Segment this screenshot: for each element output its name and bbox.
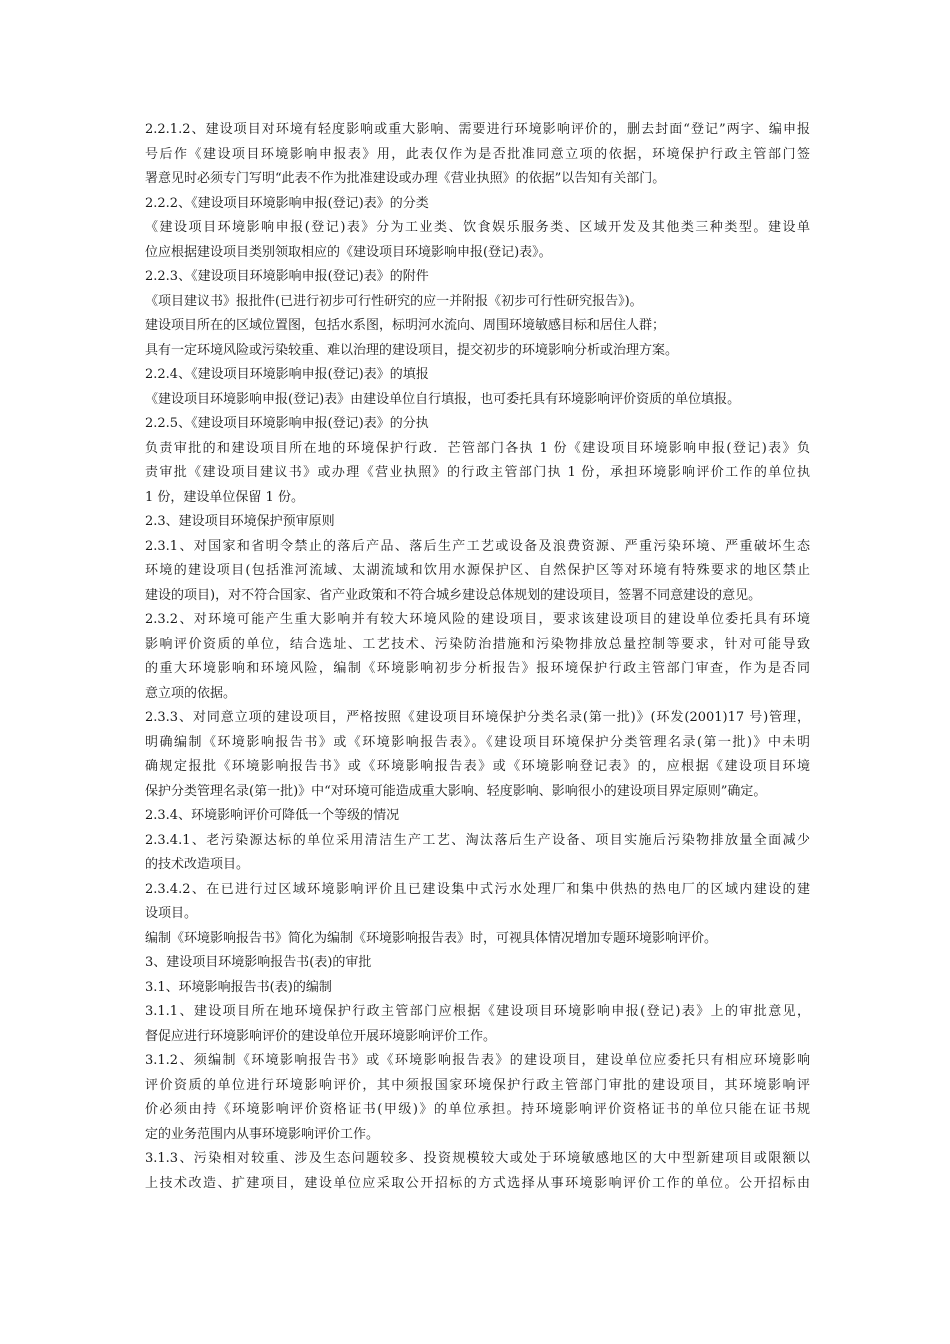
text-line: 责审批《建设项目建议书》或办理《营业执照》的行政主管部门执 1 份，承担环境影响评价工作的单位执 bbox=[145, 465, 810, 480]
text-line: 2.2.5、《建设项目环境影响申报(登记)表》的分执 bbox=[145, 416, 429, 431]
text-line: 3.1.3、污染相对较重、涉及生态问题较多、投资规模较大或处于环境敏感地区的大中型新建项目或限额以 bbox=[145, 1151, 810, 1166]
text-line: 《建设项目环境影响申报(登记)表》由建设单位自行填报，也可委托具有环境影响评价资质的单位填报。 bbox=[145, 391, 741, 407]
text-line: 2.3.4.1、老污染源达标的单位采用清洁生产工艺、淘汰落后生产设备、项目实施后污染物排放量全面减少 bbox=[145, 832, 810, 848]
text-line: 建设项目所在的区域位置图，包括水系图，标明河水流向、周围环境敏感目标和居住人群； bbox=[145, 318, 666, 333]
text-line: 3、建设项目环境影响报告书(表)的审批 bbox=[145, 955, 372, 970]
text-line: 2.2.2、《建设项目环境影响申报(登记)表》的分类 bbox=[145, 195, 429, 211]
text-line: 2.3.3、对同意立项的建设项目，严格按照《建设项目环境保护分类名录(第一批)》(环发(2001)17 号)管理， bbox=[145, 710, 810, 725]
text-line: 位应根据建设项目类别领取相应的《建设项目环境影响申报(登记)表》。 bbox=[145, 244, 552, 260]
text-line: 环境的建设项目(包括淮河流域、太湖流域和饮用水源保护区、自然保护区等对环境有特殊要求的地区禁止 bbox=[145, 563, 810, 578]
text-line: 负责审批的和建设项目所在地的环境保护行政．芒管部门各执 1 份《建设项目环境影响申报(登记)表》负 bbox=[145, 440, 810, 456]
text-line: 意立项的依据。 bbox=[145, 685, 237, 701]
text-line: 《建设项目环境影响申报(登记)表》分为工业类、饮食娱乐服务类、区域开发及其他类三种类型。建设单 bbox=[145, 220, 810, 235]
text-line: 保护分类管理名录(第一批)》中“对环境可能造成重大影响、轻度影响、影响很小的建设项目界定原则”确定。 bbox=[145, 783, 767, 799]
text-line: 影响评价资质的单位，结合选址、工艺技术、污染防治措施和污染物排放总量控制等要求，针对可能导致 bbox=[145, 636, 810, 652]
text-line: 的重大环境影响和环境风险，编制《环境影响初步分析报告》报环境保护行政主管部门审查，作为是否同 bbox=[145, 661, 810, 676]
text-line: 2.2.3、《建设项目环境影响申报(登记)表》的附件 bbox=[145, 269, 429, 284]
document-body bbox=[145, 118, 810, 1196]
text-line: 的技术改造项目。 bbox=[145, 857, 250, 872]
text-line: 确规定报批《环境影响报告书》或《环境影响报告表》或《环境影响登记表》的，应根据《建设项目环境 bbox=[145, 759, 810, 774]
text-line: 价必须由持《环境影响评价资格证书(甲级)》的单位承担。持环境影响评价资格证书的单位只能在证书规 bbox=[145, 1102, 810, 1117]
text-line: 3.1.1、建设项目所在地环境保护行政主管部门应根据《建设项目环境影响申报(登记)表》上的审批意见， bbox=[145, 1004, 810, 1019]
text-line: 号后作《建设项目环境影响申报表》用，此表仅作为是否批准同意立项的依据，环境保护行政主管部门签 bbox=[145, 146, 810, 162]
text-line: 建设的项目)，对不符合国家、省产业政策和不符合城乡建设总体规划的建设项目，签署不同意建设的意见。 bbox=[145, 587, 762, 603]
text-line: 定的业务范围内从事环境影响评价工作。 bbox=[145, 1126, 380, 1142]
text-line: 评价资质的单位进行环境影响评价，其中须报国家环境保护行政主管部门审批的建设项目，其环境影响评 bbox=[145, 1077, 810, 1093]
text-line: 具有一定环境风险或污染较重、难以治理的建设项目，提交初步的环境影响分析或治理方案。 bbox=[145, 342, 679, 358]
text-line: 2.3.2、对环境可能产生重大影响并有较大环境风险的建设项目，要求该建设项目的建设单位委托具有环境 bbox=[145, 612, 810, 627]
text-line: 设项目。 bbox=[145, 906, 198, 921]
text-line: 2.3.1、对国家和省明令禁止的落后产品、落后生产工艺或设备及浪费资源、严重污染环境、严重破坏生态 bbox=[145, 538, 810, 554]
text-line: 1 份，建设单位保留 1 份。 bbox=[145, 489, 304, 505]
text-line: 上技术改造、扩建项目，建设单位应采取公开招标的方式选择从事环境影响评价工作的单位。公开招标由 bbox=[145, 1175, 810, 1191]
text-line: 3.1.2、须编制《环境影响报告书》或《环境影响报告表》的建设项目，建设单位应委托只有相应环境影响 bbox=[145, 1053, 810, 1068]
text-line: 督促应进行环境影响评价的建设单位开展环境影响评价工作。 bbox=[145, 1028, 497, 1044]
text-line: 署意见时必须专门写明“此表不作为批准建设或办理《营业执照》的依据”以告知有关部门。 bbox=[145, 171, 666, 186]
text-line: 3.1、环境影响报告书(表)的编制 bbox=[145, 979, 332, 995]
text-line: 2.3.4.2、在已进行过区域环境影响评价且已建设集中式污水处理厂和集中供热的热电厂的区域内建设的建 bbox=[145, 881, 810, 897]
text-line: 2.2.4、《建设项目环境影响申报(登记)表》的填报 bbox=[145, 367, 429, 382]
text-line: 2.3.4、环境影响评价可降低一个等级的情况 bbox=[145, 808, 400, 823]
text-line: 编制《环境影响报告书》简化为编制《环境影响报告表》时，可视具体情况增加专题环境影响评价。 bbox=[145, 930, 718, 946]
text-line: 2.2.1.2、建设项目对环境有轻度影响或重大影响、需要进行环境影响评价的，删去封面“登记”两字、编申报 bbox=[145, 122, 810, 137]
text-line: 2.3、建设项目环境保护预审原则 bbox=[145, 514, 335, 529]
text-line: 《项目建议书》报批件(已进行初步可行性研究的应一并附报《初步可行性研究报告》)。 bbox=[145, 293, 643, 309]
text-line: 明确编制《环境影响报告书》或《环境影响报告表》。《建设项目环境保护分类管理名录(第一批)》中未明 bbox=[145, 734, 810, 750]
